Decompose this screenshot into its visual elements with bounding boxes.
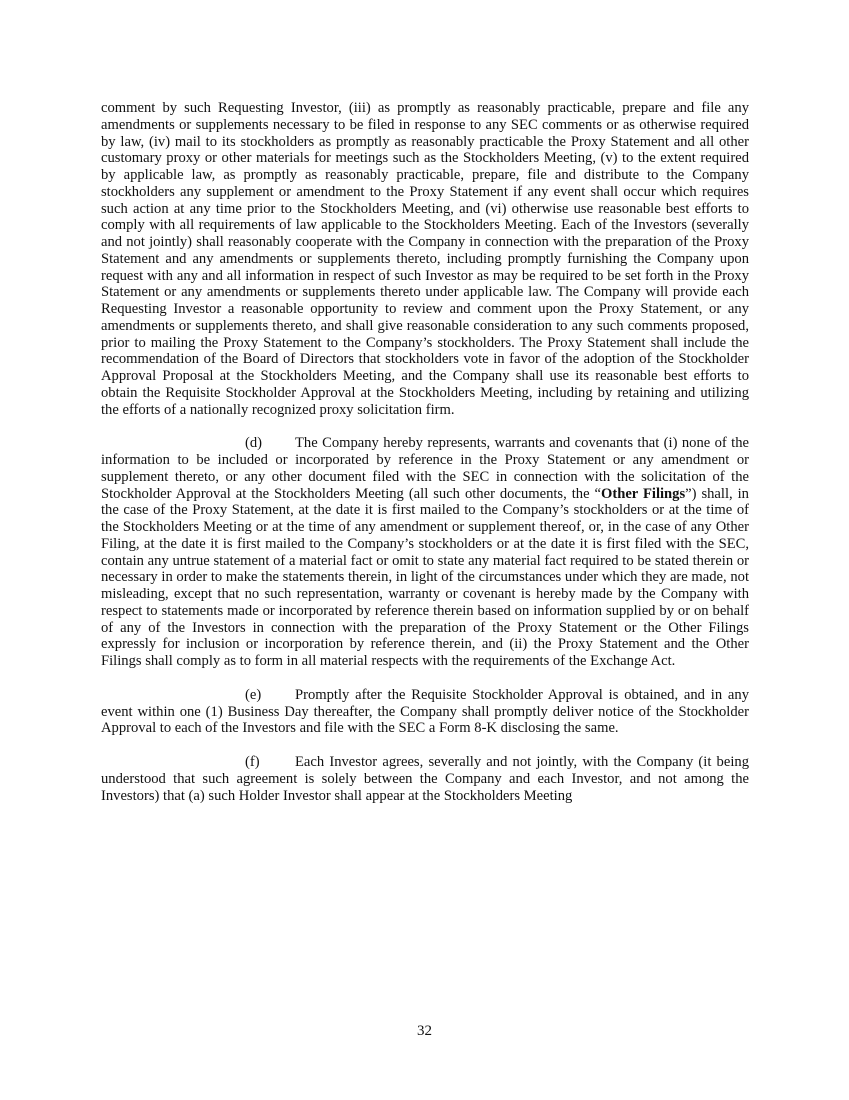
paragraph-d-text-before: The Company hereby represents, warrants and covenants that (i) none of the information to be included or incorporated by reference in the Proxy Statement or any amendment or supplement thereto, or any other document filed with the SEC in connection with the solicitation of the Stockholder Approval at the Stockholders Meeting (all such other documents, the “	[101, 435, 749, 502]
section-label-d: (d)	[245, 435, 263, 452]
section-label-e: (e)	[245, 686, 262, 703]
paragraph-f	[101, 754, 749, 804]
section-label-f: (f)	[245, 754, 260, 770]
paragraph-e	[101, 687, 749, 737]
paragraph-continuation: comment by such Requesting Investor, (iii) as promptly as reasonably practicable, prepare and file any amendments or supplements necessary to be filed in response to any SEC comments or as otherwise required by law, (iv) mail to its stockholders as promptly as reasonably practicable the Proxy Statement and all other customary proxy or other materials for meetings such as the Stockholders Meeting, (v) to the extent required by applicable law, as promptly as reasonably practicable, prepare, file and distribute to the Company stockholders any supplement or amendment to the Proxy Statement if any event shall occur which requires such action at any time prior to the Stockholders Meeting, and (vi) otherwise use reasonable best efforts to comply with all requirements of law applicable to the Stockholders Meeting. Each of the Investors (severally and not jointly) shall reasonably cooperate with the Company in connection with the preparation of the Proxy Statement and any amendments or supplements thereto, including promptly furnishing the Company upon request with any and all information in respect of such Investor as may be required to be set forth in the Proxy Statement or any amendments or supplements thereto under applicable law. The Company will provide each Requesting Investor a reasonable opportunity to review and comment upon the Proxy Statement, or any amendments or supplements thereto, and shall give reasonable consideration to any such comments proposed, prior to mailing the Proxy Statement to the Company’s stockholders. The Proxy Statement shall include the recommendation of the Board of Directors that stockholders vote in favor of the adoption of the Stockholder Approval Proposal at the Stockholders Meeting, and the Company shall use its reasonable best efforts to obtain the Requisite Stockholder Approval at the Stockholders Meeting, including by retaining and utilizing the efforts of a nationally recognized proxy solicitation firm.	[101, 100, 749, 418]
paragraph-f-text: Each Investor agrees, severally and not jointly, with the Company (it being understood that such agreement is solely between the Company and each Investor, and not among the Investors) that (a) such Holder Investor shall appear at the Stockholders Meeting	[101, 754, 749, 804]
page-number: 32	[417, 1023, 432, 1039]
paragraph-e-text: Promptly after the Requisite Stockholder Approval is obtained, and in any event within one (1) Business Day thereafter, the Company shall promptly deliver notice of the Stockholder Approval to each of the Investors and file with the SEC a Form 8-K disclosing the same.	[101, 686, 749, 737]
defined-term-other-filings: Other Filings	[601, 485, 686, 502]
paragraph-d	[101, 435, 749, 670]
document-page	[101, 100, 749, 804]
paragraph-d-text-after: ”) shall, in the case of the Proxy Statement, at the date it is first mailed to the Company’s stockholders or at the time of the Stockholders Meeting or at the time of any amendment or supplement thereof, or, in the case of any Other Filing, at the date it is first mailed to the Company’s stockholders or at the date it is first filed with the SEC, contain any untrue statement of a material fact or omit to state any material fact required to be stated therein or necessary in order to make the statements therein, in light of the circumstances under which they are made, not misleading, except that no such representation, warranty or covenant is hereby made by the Company with respect to statements made or incorporated by reference therein based on information supplied by or on behalf of any of the Investors in connection with the preparation of the Proxy Statement or the Other Filings expressly for inclusion or incorporation by reference therein, and (ii) the Proxy Statement and the Other Filings shall comply as to form in all material respects with the requirements of the Exchange Act.	[101, 485, 749, 669]
